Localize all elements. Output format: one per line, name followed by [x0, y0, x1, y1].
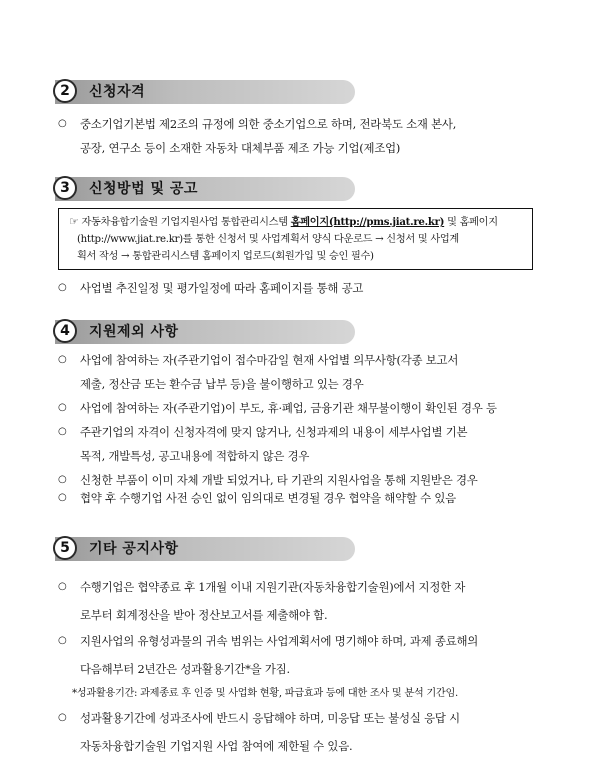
- bullet-icon: ○: [58, 426, 67, 437]
- section-header-3: [55, 177, 355, 201]
- bullet-icon: ○: [58, 492, 67, 503]
- section-title: 신청방법 및 공고: [89, 181, 198, 197]
- notice-line: 획서 작성 → 통합관리시스템 홈페이지 업로드(회원가입 및 승인 필수): [77, 251, 374, 262]
- text-line: 주관기업의 자격이 신청자격에 맞지 않거나, 신청과제의 내용이 세부사업별 기본: [80, 425, 468, 439]
- bullet-icon: ○: [58, 635, 67, 646]
- announcement-item: [58, 276, 543, 300]
- text-line: 사업별 추진일정 및 평가일정에 따라 홈페이지를 통해 공고: [80, 281, 364, 295]
- bullet-icon: ○: [58, 282, 67, 293]
- pms-homepage-link[interactable]: 홈페이지(http://pms.jiat.re.kr): [290, 216, 445, 228]
- text-line: 사업에 참여하는 자(주관기업)이 부도, 휴·폐업, 금융기관 채무불이행이 확인된 경우 등: [80, 401, 497, 415]
- text-line: 중소기업기본법 제2조의 규정에 의한 중소기업으로 하며, 전라북도 소재 본사,: [80, 117, 457, 131]
- section-number: 4: [53, 319, 77, 343]
- bullet-icon: ○: [58, 474, 67, 485]
- bullet-icon: ○: [58, 402, 67, 413]
- exclusion-item: [58, 396, 543, 420]
- notice-item: [58, 627, 543, 683]
- section-title: 기타 공지사항: [89, 541, 179, 557]
- footnote: *성과활용기간: 과제종료 후 인증 및 사업화 현황, 파급효과 등에 대한 조사 및 분석 기간임.: [72, 688, 458, 699]
- text-line: 다음해부터 2년간은 성과활용기간*을 가짐.: [80, 662, 290, 676]
- notice-item: [58, 704, 543, 760]
- application-notice-box: [58, 208, 533, 270]
- bullet-icon: ○: [58, 118, 67, 129]
- text-line: 지원사업의 유형성과물의 귀속 범위는 사업계획서에 명기해야 하며, 과제 종료해의: [80, 634, 479, 648]
- section-header-4: [55, 320, 355, 344]
- section-number: 5: [53, 536, 77, 560]
- section-title: 지원제외 사항: [89, 324, 179, 340]
- text-line: 목적, 개발특성, 공고내용에 적합하지 않은 경우: [80, 449, 310, 463]
- section-header-5: [55, 537, 355, 561]
- exclusion-item: [58, 348, 543, 396]
- section-header-2: [55, 80, 355, 104]
- bullet-icon: ○: [58, 712, 67, 723]
- notice-line: (http://www.jiat.re.kr)를 통한 신청서 및 사업계획서 양식 다운로드 → 신청서 및 사업계: [77, 234, 459, 245]
- section-number: 2: [53, 79, 77, 103]
- section-title: 신청자격: [89, 84, 146, 100]
- notice-item: [58, 573, 543, 629]
- text-line: 수행기업은 협약종료 후 1개월 이내 지원기관(자동차융합기술원)에서 지정한 자: [80, 580, 466, 594]
- bullet-icon: ○: [58, 354, 67, 365]
- eligibility-item: [58, 112, 543, 160]
- notice-text: 자동차융합기술원 기업지원사업 통합관리시스템: [81, 217, 291, 228]
- pointing-hand-icon: ☞: [69, 215, 79, 228]
- text-line: 신청한 부품이 이미 자체 개발 되었거나, 타 기관의 지원사업을 통해 지원받은 경우: [80, 473, 478, 487]
- section-number: 3: [53, 176, 77, 200]
- text-line: 자동차융합기술원 기업지원 사업 참여에 제한될 수 있음.: [80, 739, 353, 753]
- exclusion-item: [58, 420, 543, 468]
- notice-text: 및 홈페이지: [444, 217, 498, 228]
- exclusion-item: [58, 486, 543, 510]
- notice-line: [69, 213, 524, 231]
- text-line: 성과활용기간에 성과조사에 반드시 응답해야 하며, 미응답 또는 불성실 응답 시: [80, 711, 460, 725]
- text-line: 협약 후 수행기업 사전 승인 없이 임의대로 변경될 경우 협약을 해약할 수 있음: [80, 491, 456, 505]
- text-line: 로부터 회계정산을 받아 정산보고서를 제출해야 함.: [80, 608, 328, 622]
- bullet-icon: ○: [58, 581, 67, 592]
- text-line: 공장, 연구소 등이 소재한 자동차 대체부품 제조 가능 기업(제조업): [80, 141, 401, 155]
- text-line: 사업에 참여하는 자(주관기업이 접수마감일 현재 사업별 의무사항(각종 보고서: [80, 353, 459, 367]
- text-line: 제출, 정산금 또는 환수금 납부 등)을 불이행하고 있는 경우: [80, 377, 364, 391]
